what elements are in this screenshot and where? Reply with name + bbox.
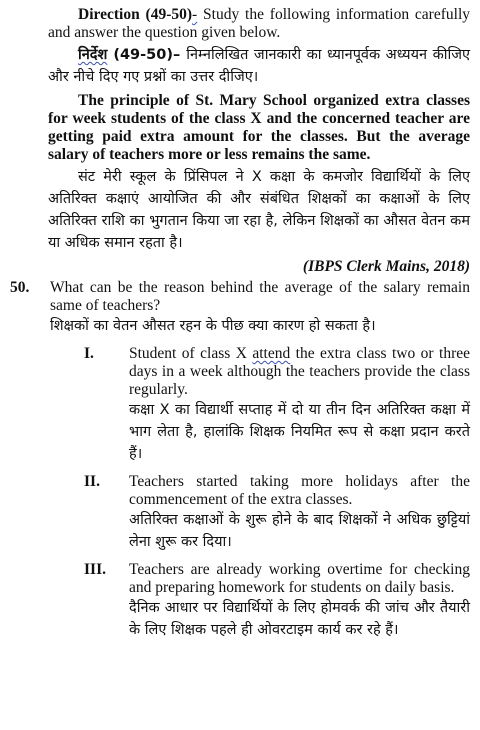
option-1-text-en-a: Student of class X <box>129 345 253 362</box>
option-1 <box>48 345 470 465</box>
option-3-numeral: III. <box>84 561 106 578</box>
direction-hi-label: निर्देश <box>78 47 108 63</box>
direction-dash: - <box>192 6 198 23</box>
option-1-numeral: I. <box>84 345 94 362</box>
direction-hi-label-rest: (49-50)– <box>107 47 187 63</box>
option-1-text-en-c: the extra class two or three days in a week although the teachers provide the class regularly. <box>129 345 470 398</box>
option-2-numeral: II. <box>84 473 100 490</box>
direction-hi <box>48 44 470 88</box>
passage-hi: संट मेरी स्कूल के प्रिंसिपल ने X कक्षा के कमजोर विद्यार्थियों के लिए अतिरिक्त कक्षाएं आयोजित की और संबंधित शिक्षकों का कक्षाओं के लिए अतिरिक्त राशि का भुगतान किया जा रहा है, लेकिन शिक्षकों का औसत वेतन कम या अधिक समान रहता है। <box>48 169 470 251</box>
option-3-text-en: Teachers are already working overtime for checking and preparing homework for students on daily basis. <box>129 561 470 596</box>
question-text-en: What can be the reason behind the average of the salary remain same of teachers? <box>50 279 470 314</box>
source-citation: (IBPS Clerk Mains, 2018) <box>302 258 470 275</box>
direction-text: Study the following information carefully and answer the question given below. <box>48 6 470 41</box>
option-1-text-en-attend: attend <box>252 345 291 362</box>
question-number: 50. <box>10 279 30 296</box>
option-2-text-hi: अतिरिक्त कक्षाओं के शुरू होने के बाद शिक्षकों ने अधिक छुट्टियां लेना शुरू कर दिया। <box>129 512 470 550</box>
option-3-text-hi: दैनिक आधार पर विद्यार्थियों के लिए होमवर्क की जांच और तैयारी के लिए शिक्षक पहले ही ओवरटाइम कार्य कर रहे हैं। <box>129 600 470 638</box>
question-50 <box>0 279 470 337</box>
option-1-text-en <box>129 345 470 399</box>
direction-hi-text: निम्नलिखित जानकारी का ध्यानपूर्वक अध्ययन कीजिए और नीचे दिए गए प्रश्नों का उत्तर दीजिए। <box>48 47 471 85</box>
option-3 <box>48 561 470 641</box>
passage-en: The principle of St. Mary School organized extra classes for week students of the class X and the concerned teacher are getting paid extra amount for the classes. But the average salary of teachers more or less remains the same. <box>48 92 470 163</box>
option-2-text-en: Teachers started taking more holidays after the commencement of the extra classes. <box>129 473 470 508</box>
direction-label: Direction (49-50) <box>78 6 193 23</box>
option-2 <box>48 473 470 553</box>
question-text-hi: शिक्षकों का वेतन औसत रहन के पीछ क्या कारण हो सकता है। <box>50 318 376 334</box>
option-1-text-hi: कक्षा X का विद्यार्थी सप्ताह में दो या तीन दिन अतिरिक्त कक्षा में भाग लेता है, हालांकि शिक्षक नियमित रूप से कक्षा प्रदान करते हैं। <box>129 402 470 462</box>
direction-en <box>48 6 470 42</box>
